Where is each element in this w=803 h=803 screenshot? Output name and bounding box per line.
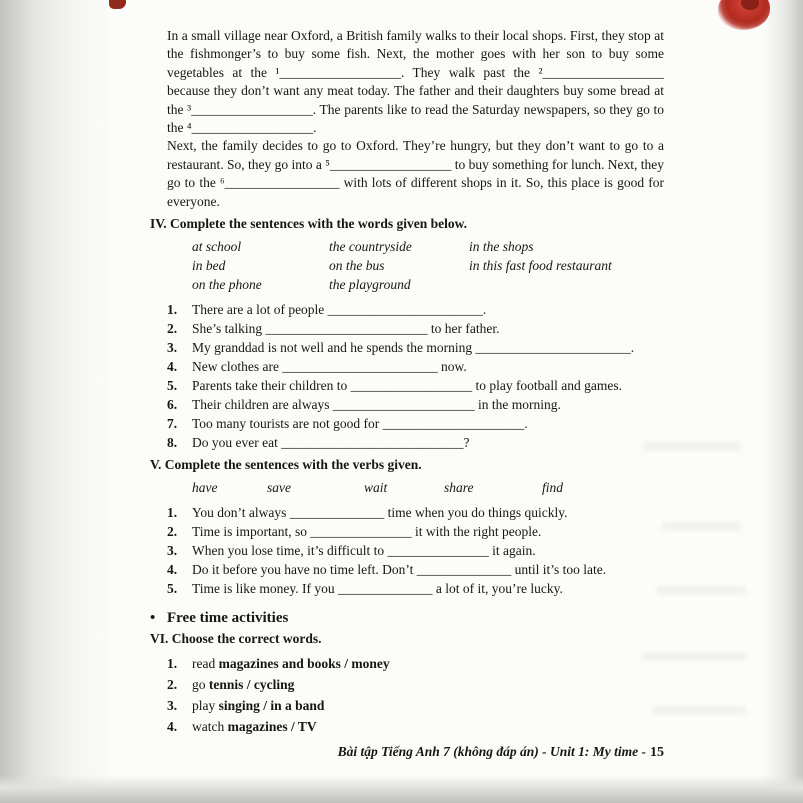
item-text (192, 674, 664, 695)
item-text: When you lose time, it’s difficult to _______________ it again. (192, 543, 536, 559)
item-text: Their children are always _____________________ in the morning. (192, 396, 561, 412)
exercise-vi-item-4 (167, 716, 664, 737)
scan-artifact-top-left (109, 0, 126, 9)
exercise-vi-item-1 (167, 653, 664, 674)
footer-text: Bài tập Tiếng Anh 7 (không đáp án) - Unit 1: My time - (337, 744, 646, 759)
word-bank-word: have (192, 480, 218, 496)
reading-passage-paragraph-1: In a small village near Oxford, a British family walks to their local shops. First, they stop at the fishmonger’s to buy some fish. Next, the mother goes with her son to buy some vegetables at the ¹__________________. They walk past the ²__________________ because they don’t want any meat today. The father and their daughters buy some bread at the ³__________________. The parents like to read the Saturday newspapers, so they go to the ⁴__________________. (167, 28, 664, 136)
item-text (192, 716, 664, 737)
item-number: 3. (167, 339, 178, 355)
exercise-vi-item-3 (167, 695, 664, 716)
word-bank-word (469, 275, 664, 294)
item-number: 7. (167, 415, 178, 431)
item-text: Do you ever eat ___________________________? (192, 434, 470, 450)
word-bank-word: on the bus (329, 257, 385, 273)
word-bank-word: save (267, 480, 291, 496)
item-text: Parents take their children to __________________ to play football and games. (192, 377, 623, 393)
item-number: 4. (167, 562, 178, 578)
section-vi-heading: VI. Choose the correct words. (150, 631, 322, 647)
section-iv-heading: IV. Complete the sentences with the words given below. (150, 216, 467, 232)
reading-passage-paragraph-2: Next, the family decides to go to Oxford. They’re hungry, but they don’t want to go to a restaurant. So, they go into a ⁵__________________ to buy something for lunch. Next, they go to the ⁶_________________ with lots of different shops in it. So, this place is good for everyone. (167, 138, 665, 209)
item-text-plain: read (192, 655, 216, 671)
show-through-smudge (656, 586, 746, 595)
item-number: 5. (167, 581, 178, 597)
item-number: 5. (167, 377, 178, 393)
exercise-iv-item-7 (167, 414, 664, 433)
section-vi-items (167, 653, 664, 737)
item-number: 4. (167, 718, 178, 734)
section-iv-word-bank (192, 237, 664, 294)
item-text-choices: magazines and books / money (218, 655, 390, 671)
scan-edge-left (0, 0, 112, 803)
item-text: Do it before you have no time left. Don’t ______________ until it’s too late. (192, 562, 607, 578)
item-number: 8. (167, 434, 178, 450)
item-text: Time is important, so _______________ it with the right people. (192, 524, 542, 540)
exercise-v-item-2 (167, 522, 664, 541)
free-time-activities-heading (150, 608, 664, 628)
scan-edge-right (763, 0, 803, 803)
item-text-choices: magazines / TV (227, 718, 317, 734)
exercise-iv-item-5 (167, 376, 664, 395)
word-bank-word: in the shops (469, 238, 534, 254)
item-number: 1. (167, 505, 178, 521)
exercise-iv-item-6 (167, 395, 664, 414)
word-bank-word: in this fast food restaurant (469, 257, 612, 273)
exercise-iv-item-3 (167, 338, 664, 357)
section-iv-items (167, 300, 664, 452)
word-bank-word: the playground (329, 276, 411, 292)
word-bank-word: at school (192, 238, 242, 254)
item-number: 3. (167, 543, 178, 559)
section-v-word-bank (192, 478, 664, 497)
section-v-items (167, 503, 664, 598)
item-number: 1. (167, 301, 178, 317)
free-time-heading-text: Free time activities (167, 610, 289, 627)
item-text-choices: tennis / cycling (208, 676, 295, 692)
item-text: There are a lot of people _______________________. (192, 301, 487, 317)
word-bank-word: wait (364, 480, 388, 496)
exercise-iv-item-1 (167, 300, 664, 319)
item-number: 1. (167, 655, 178, 671)
item-number: 2. (167, 676, 178, 692)
word-bank-word: in bed (192, 257, 226, 273)
exercise-vi-item-2 (167, 674, 664, 695)
item-number: 2. (167, 320, 178, 336)
exercise-v-item-5 (167, 579, 664, 598)
exercise-v-item-1 (167, 503, 664, 522)
exercise-iv-item-8 (167, 433, 664, 452)
item-number: 2. (167, 524, 178, 540)
exercise-v-item-4 (167, 560, 664, 579)
item-text: My granddad is not well and he spends the morning _______________________. (192, 339, 635, 355)
item-text-plain: go (192, 676, 206, 692)
word-bank-word: find (542, 480, 564, 496)
item-text-plain: play (192, 697, 216, 713)
exercise-iv-item-2 (167, 319, 664, 338)
show-through-smudge (652, 706, 746, 715)
show-through-smudge (662, 522, 742, 531)
word-bank-word: the countryside (329, 238, 412, 254)
bullet-icon: • (150, 610, 156, 627)
exercise-v-item-3 (167, 541, 664, 560)
page-footer (167, 744, 664, 761)
section-v-heading: V. Complete the sentences with the verbs given. (150, 456, 422, 472)
item-text: She’s talking ________________________ to her father. (192, 320, 500, 336)
word-bank-word: share (444, 480, 474, 496)
scan-edge-bottom (0, 775, 803, 803)
item-text (192, 695, 664, 716)
page-number: 15 (650, 745, 664, 760)
item-text: New clothes are _______________________ now. (192, 358, 467, 374)
item-text (192, 653, 664, 674)
item-text-plain: watch (192, 718, 225, 734)
item-text: You don’t always ______________ time when you do things quickly. (192, 505, 568, 521)
item-text-choices: singing / in a band (218, 697, 325, 713)
item-text: Too many tourists are not good for _____________________. (192, 415, 528, 431)
item-number: 3. (167, 697, 178, 713)
page-content (150, 27, 665, 737)
word-bank-word: on the phone (192, 276, 262, 292)
item-number: 6. (167, 396, 178, 412)
exercise-iv-item-4 (167, 357, 664, 376)
item-number: 4. (167, 358, 178, 374)
item-text: Time is like money. If you ______________ a lot of it, you’re lucky. (192, 581, 563, 597)
